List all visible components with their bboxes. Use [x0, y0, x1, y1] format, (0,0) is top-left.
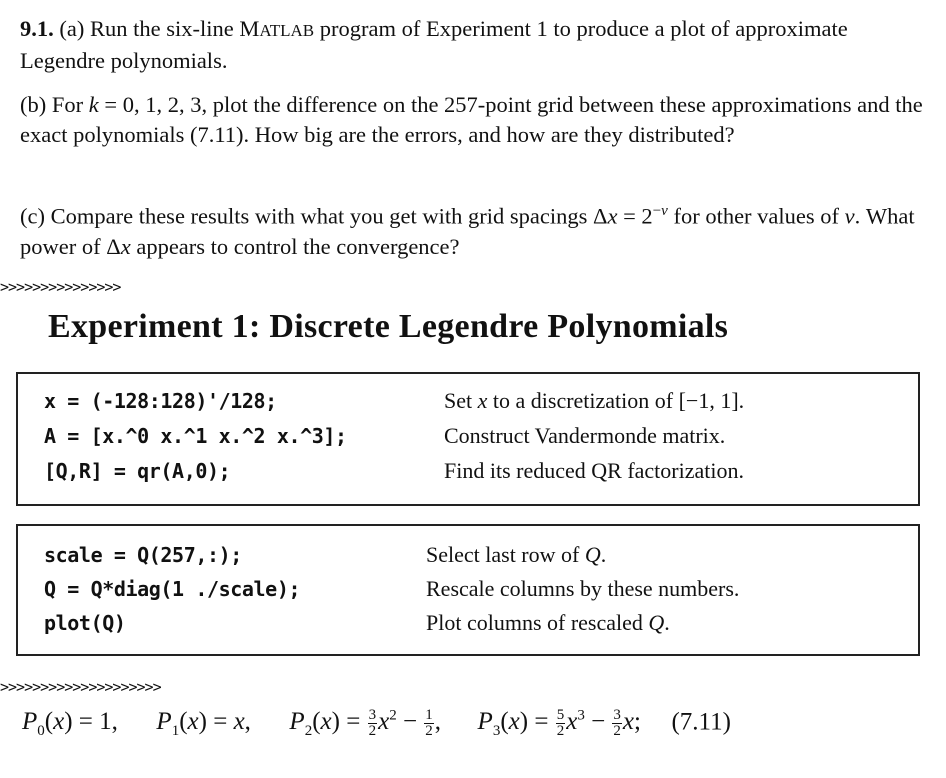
exercise-part-a: [20, 14, 932, 76]
legendre-formula: [22, 696, 731, 751]
formula-p0: $P_0(x) = 1$,: [22, 708, 118, 740]
code-comment: Rescale columns by these numbers.: [426, 576, 740, 601]
code-row: [44, 384, 277, 418]
exercise-part-c: (c) Compare these results with what you get with grid spacings $\Delta x = 2^{-\nu}$ for other values of ν. What power of Δx appears to control the convergence?: [20, 203, 915, 259]
equation-number: (7.11): [671, 708, 731, 736]
code-row: [44, 572, 300, 606]
code-box-2: [16, 524, 920, 656]
code-row: [44, 606, 126, 640]
part-a-text: (a) Run the six-line MATLAB program of Experiment 1 to produce a plot of approximate Legendre polynomials.: [20, 16, 848, 73]
code-line: Q = Q*diag(1 ./scale);: [44, 577, 301, 601]
code-line: A = [x.^0 x.^1 x.^2 x.^3];: [44, 424, 347, 448]
exercise-part-b: (b) For k = 0, 1, 2, 3, plot the difference on the 257-point grid between these approximations and the exact polynomials (7.11). How big are the errors, and how are they distributed?: [20, 92, 923, 147]
code-row: [44, 419, 347, 453]
code-row: [44, 454, 230, 488]
code-comment: Set x to a discretization of [−1, 1].: [444, 388, 745, 413]
code-box-1: [16, 372, 920, 506]
code-line: x = (-128:128)'/128;: [44, 389, 277, 413]
code-row: [44, 538, 242, 572]
exercise-number: 9.1.: [20, 16, 54, 41]
code-comment: Plot columns of rescaled Q.: [426, 610, 670, 635]
code-line: plot(Q): [44, 611, 126, 635]
code-comment: Select last row of Q.: [426, 542, 607, 567]
separator-bottom: >>>>>>>>>>>>>>>>>>>>: [0, 678, 161, 696]
formula-p2: $P_2(x)$ = $\frac{3}{2}$ $x^2$ − $\frac{1}{2}$ ,: [289, 707, 442, 740]
separator-top: >>>>>>>>>>>>>>>: [0, 278, 121, 296]
code-comment: Find its reduced QR factorization.: [444, 458, 744, 483]
formula-p1: $P_1(x) = x$,: [156, 708, 251, 740]
code-comment: Construct Vandermonde matrix.: [444, 423, 726, 448]
code-line: [Q,R] = qr(A,0);: [44, 459, 231, 483]
code-line: scale = Q(257,:);: [44, 543, 242, 567]
formula-p3: $P_3(x)$ = $\frac{5}{2}$ $x^3$ − $\frac{3}{2}$ x;: [477, 707, 641, 740]
experiment-title: Experiment 1: Discrete Legendre Polynomials: [48, 308, 729, 345]
